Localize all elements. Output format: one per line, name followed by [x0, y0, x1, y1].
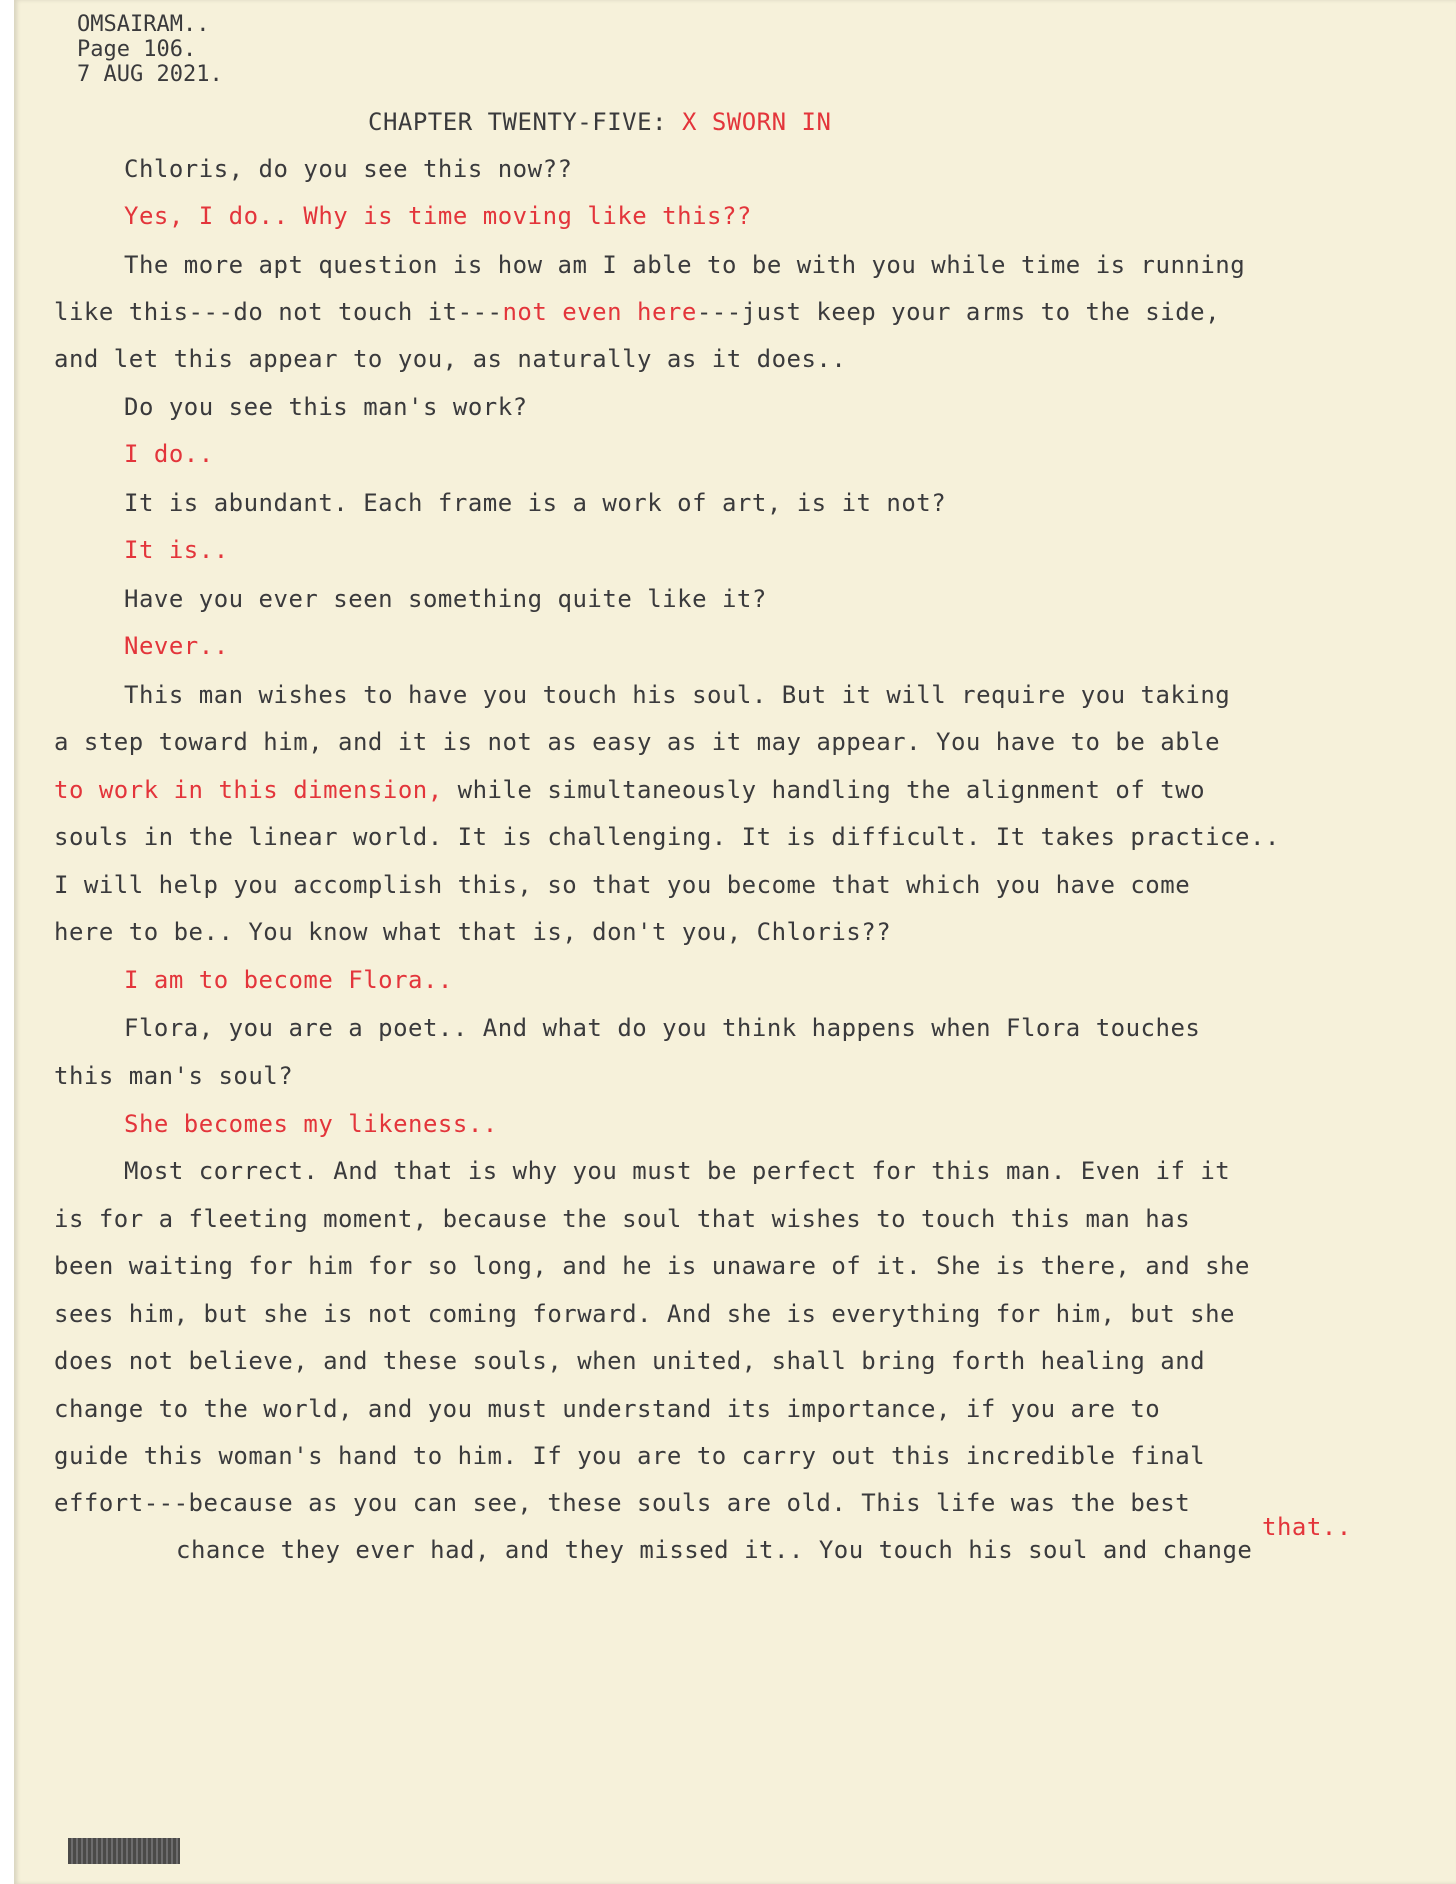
text-line: does not believe, and these souls, when united, shall bring forth healing and	[54, 1347, 1206, 1375]
text-line-red: She becomes my likeness..	[124, 1110, 498, 1138]
page-header	[77, 12, 223, 87]
text-line: It is abundant. Each frame is a work of art, is it not?	[124, 489, 947, 517]
chapter-title: CHAPTER TWENTY-FIVE:	[368, 108, 667, 136]
text-segment: like this---do not touch it---	[54, 298, 503, 326]
text-line-red: Never..	[124, 632, 229, 660]
text-line	[54, 776, 1205, 804]
text-line: is for a fleeting moment, because the soul that wishes to touch this man has	[54, 1205, 1191, 1233]
chapter-heading	[368, 108, 831, 136]
text-line: Do you see this man's work?	[124, 393, 528, 421]
text-segment-red: not even here	[502, 298, 697, 326]
text-line: Chloris, do you see this now??	[124, 155, 573, 183]
text-line-red: I do..	[124, 440, 214, 468]
chapter-subtitle: X SWORN IN	[681, 108, 832, 136]
text-segment: while simultaneously handling the alignment of two	[442, 776, 1206, 804]
text-line-red: I am to become Flora..	[124, 966, 453, 994]
text-line: guide this woman's hand to him. If you are to carry out this incredible final	[54, 1442, 1206, 1470]
text-line: been waiting for him for so long, and he is unaware of it. She is there, and she	[54, 1252, 1250, 1280]
text-line: I will help you accomplish this, so that you become that which you have come	[54, 871, 1191, 899]
struck-out-word	[68, 1838, 180, 1864]
text-line: change to the world, and you must understand its importance, if you are to	[54, 1395, 1161, 1423]
text-line: this man's soul?	[54, 1062, 294, 1090]
text-line: Most correct. And that is why you must be perfect for this man. Even if it	[124, 1157, 1231, 1185]
text-line: This man wishes to have you touch his soul. But it will require you taking	[124, 681, 1231, 709]
text-line: Flora, you are a poet.. And what do you think happens when Flora touches	[124, 1014, 1201, 1042]
text-line: here to be.. You know what that is, don't you, Chloris??	[54, 918, 892, 946]
text-line: The more apt question is how am I able to be with you while time is running	[124, 251, 1246, 279]
text-segment: ---just keep your arms to the side,	[696, 298, 1221, 326]
header-date: 7 AUG 2021.	[77, 62, 223, 87]
text-line: effort---because as you can see, these souls are old. This life was the best	[54, 1489, 1191, 1517]
typewritten-page	[14, 0, 1456, 1884]
text-line: and let this appear to you, as naturally as it does..	[54, 345, 847, 373]
text-line: Have you ever seen something quite like it?	[124, 585, 767, 613]
text-insert-red: that..	[1262, 1513, 1352, 1541]
text-line: sees him, but she is not coming forward. And she is everything for him, but she	[54, 1300, 1235, 1328]
text-segment-red: to work in this dimension,	[54, 776, 443, 804]
header-page-number: Page 106.	[77, 37, 197, 62]
text-line: a step toward him, and it is not as easy as it may appear. You have to be able	[54, 728, 1221, 756]
text-line: souls in the linear world. It is challenging. It is difficult. It takes practice..	[54, 823, 1280, 851]
text-line	[54, 298, 1220, 326]
text-line: chance they ever had, and they missed it.. You touch his soul and change	[176, 1536, 1253, 1564]
text-line-red: Yes, I do.. Why is time moving like this??	[124, 202, 752, 230]
header-line-omsairam: OMSAIRAM..	[77, 12, 210, 37]
text-line-red: It is..	[124, 536, 229, 564]
